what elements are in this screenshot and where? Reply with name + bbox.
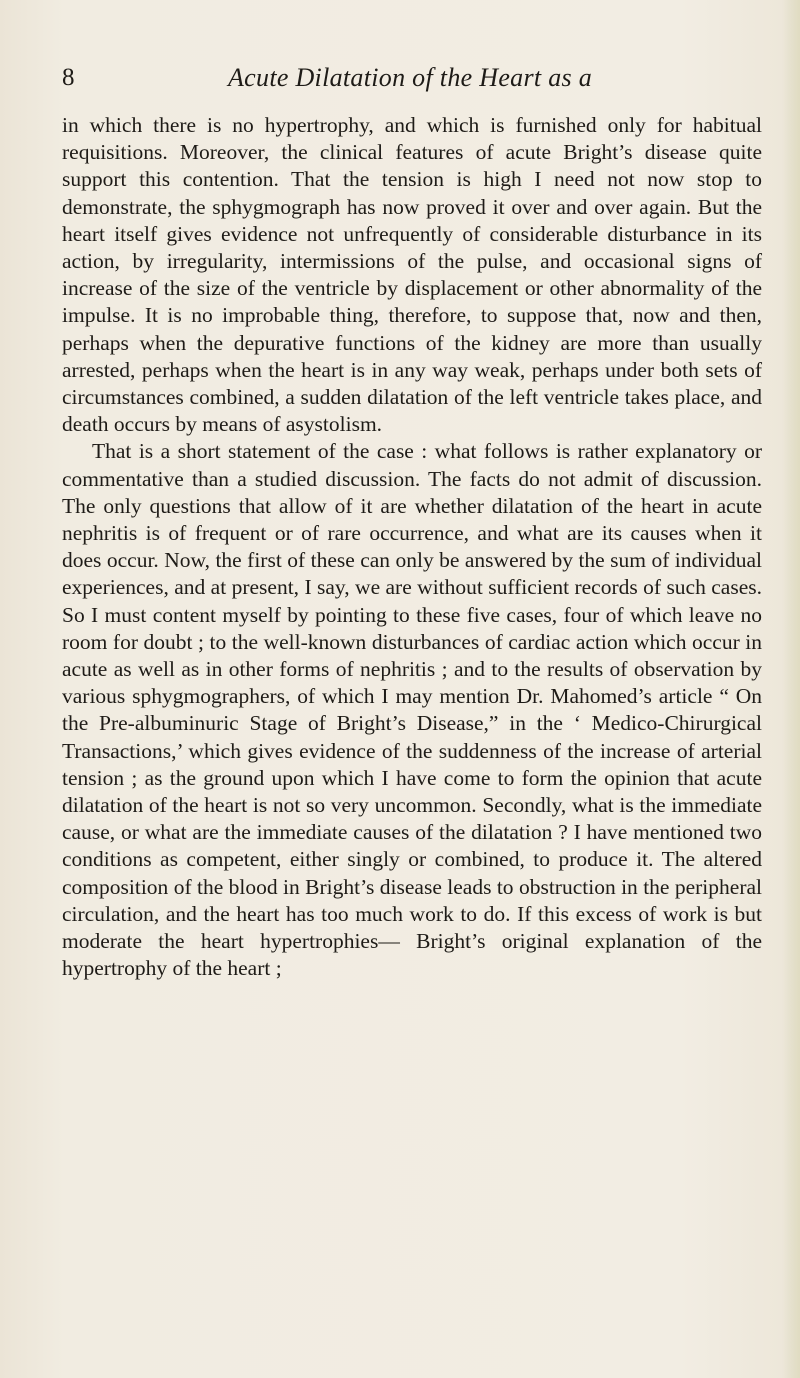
body-text [62,112,762,983]
paragraph-continued: in which there is no hypertrophy, and which is furnished only for habitual requisitions. Moreover, the clinical features of acute Bright’s disease quite support this contention. That the tension is high I need not now stop to demonstrate, the sphygmograph has now proved it over and over again. But the heart itself gives evidence not unfrequently of considerable disturbance in its action, by irregularity, intermissions of the pulse, and occasional signs of increase of the size of the ventricle by displacement or other abnormality of the impulse. It is no improbable thing, therefore, to suppose that, now and then, perhaps when the depurative functions of the kidney are more than usually arrested, perhaps when the heart is in any way weak, perhaps under both sets of circumstances combined, a sudden dilatation of the left ventricle takes place, and death occurs by means of asystolism. [62,113,762,437]
page-number: 8 [62,64,75,91]
running-head: Acute Dilatation of the Heart as a [228,63,593,92]
paragraph: That is a short statement of the case : what follows is rather explanatory or commentative than a studied discussion. The facts do not admit of discussion. The only questions that allow of it are whether dilatation of the heart in acute nephritis is of frequent or of rare occurrence, and what are its causes when it does occur. Now, the first of these can only be answered by the sum of individual experiences, and at present, I say, we are without sufficient records of such cases. So I must content myself by pointing to these five cases, four of which leave no room for doubt ; to the well-known disturbances of cardiac action which occur in acute as well as in other forms of nephritis ; and to the results of observation by various sphygmographers, of which I may mention Dr. Mahomed’s article “ On the Pre-albuminuric Stage of Bright’s Disease,” in the ‘ Medico-Chirurgical Transactions,’ which gives evidence of the suddenness of the increase of arterial tension ; as the ground upon which I have come to form the opinion that acute dilatation of the heart is not so very uncommon. Secondly, what is the immediate cause, or what are the immediate causes of the dilatation ? I have mentioned two conditions as competent, either singly or combined, to produce it. The altered composition of the blood in Bright’s disease leads to obstruction in the peripheral circulation, and the heart has too much work to do. If this excess of work is but moderate the heart hypertrophies— Bright’s original explanation of the hypertrophy of the heart ; [62,439,762,981]
page-header [0,60,800,100]
page-edge-discoloration [782,0,800,1378]
